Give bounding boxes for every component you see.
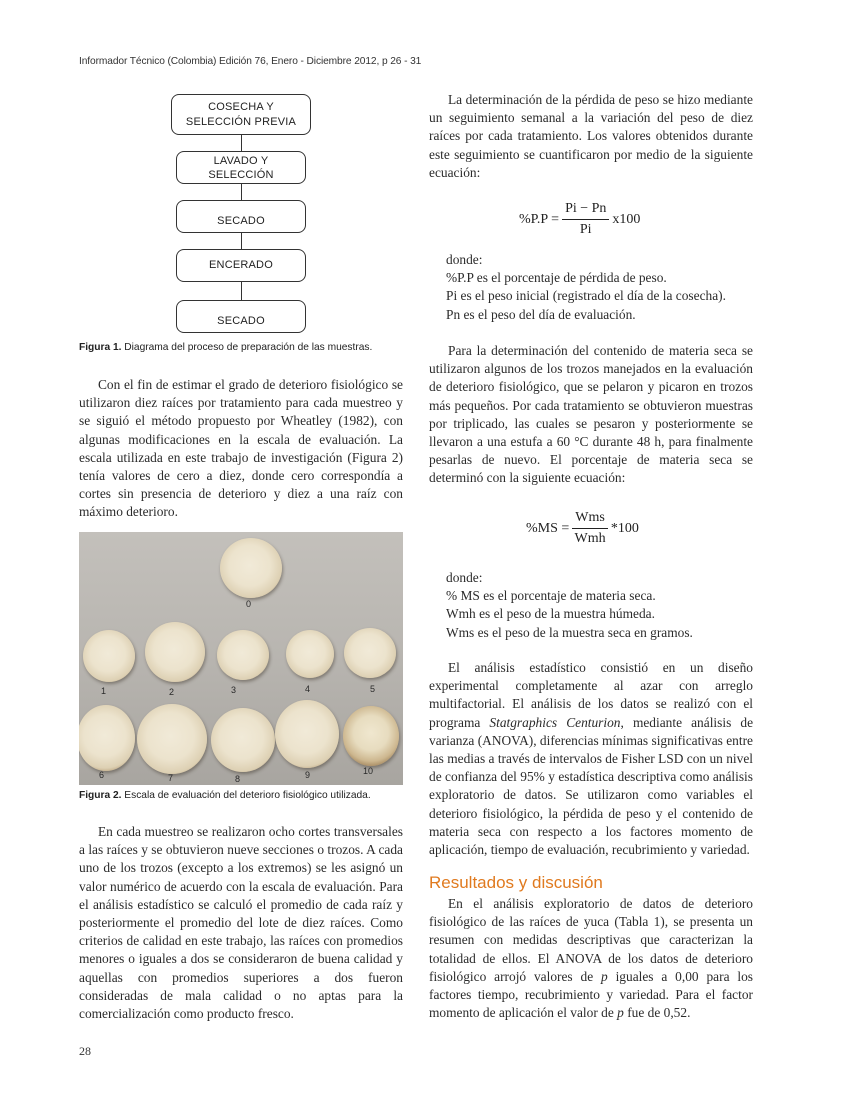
definition-line: donde:	[446, 570, 483, 585]
p-value-symbol: p	[617, 1005, 624, 1021]
left-paragraph-1	[79, 376, 403, 522]
equation-denominator: Wmh	[574, 531, 606, 546]
slice-label: 7	[168, 773, 174, 783]
page-number: 28	[79, 1044, 91, 1058]
right-paragraph-1	[429, 91, 753, 182]
equation-denominator: Pi	[579, 222, 592, 237]
equation-numerator: Pi − Pn	[562, 201, 609, 220]
slice-label: 3	[231, 685, 237, 695]
slice-label: 10	[363, 766, 374, 776]
left-paragraph-2	[79, 823, 403, 1023]
equation2-definitions	[446, 569, 693, 642]
flow-connector	[241, 135, 242, 151]
paragraph-text	[429, 895, 753, 1022]
slice-6	[79, 705, 135, 771]
equation-rhs: x100	[612, 211, 641, 227]
flow-step-cosecha: COSECHA Y SELECCIÓN PREVIA	[171, 94, 311, 135]
running-header: Informador Técnico (Colombia) Edición 76, Enero - Diciembre 2012, p 26 - 31	[79, 56, 422, 67]
equation-lhs: %MS =	[526, 520, 570, 536]
slice-label: 9	[305, 770, 311, 780]
slice-1	[83, 630, 135, 682]
definition-line: Pn es el peso del día de evaluación.	[446, 306, 636, 322]
definition-line: Wms es el peso de la muestra seca en gramos.	[446, 624, 693, 640]
figure1-text: Diagrama del proceso de preparación de las muestras.	[121, 342, 373, 353]
slice-3	[217, 630, 269, 680]
slice-5	[344, 628, 396, 678]
right-paragraph-2	[429, 342, 753, 488]
text-run: En el análisis exploratorio de datos de deterioro fisiológico de las raíces de yuca (Tabla 1), se presenta un resumen con medidas descriptivas que caracterizan la totalidad de ellos. El ANOVA de los datos de deterioro fisiológico arrojó valores de	[429, 896, 753, 984]
right-paragraph-4	[429, 895, 753, 1022]
figure1-caption	[79, 342, 372, 353]
flow-step-secado-1: SECADO	[176, 200, 306, 233]
paragraph-text: La determinación de la pérdida de peso se hizo mediante un seguimiento semanal a la variación del peso de diez raíces por cada tratamiento. Los valores obtenidos durante este seguimiento se cuantificaron por medio de la siguiente ecuación:	[429, 92, 753, 180]
slice-10	[343, 706, 399, 766]
equation-lhs: %P.P =	[519, 211, 560, 227]
equation-weight-loss	[519, 201, 640, 238]
equation-fraction	[572, 510, 608, 547]
slice-9	[275, 700, 339, 768]
process-flow-diagram	[79, 93, 403, 339]
figure2-label: Figura 2.	[79, 790, 122, 801]
paragraph-text: Con el fin de estimar el grado de deterioro fisiológico se utilizaron diez raíces por tratamiento para cada muestreo y se siguió el método propuesto por Wheatley (1982), con algunas modificaciones en la escala de evaluación. La escala utilizada en este trabajo de investigación (Figura 2) tenía valores de cero a diez, donde cero correspondía a cortes sin presencia de deterioro y diez a una raíz con máximo deterioro.	[79, 377, 403, 520]
slice-label: 8	[235, 774, 241, 784]
equation-rhs: *100	[610, 520, 639, 536]
flow-connector	[241, 282, 242, 300]
definition-line: donde:	[446, 252, 483, 267]
equation-fraction	[562, 201, 609, 238]
p-value-symbol: p	[601, 968, 608, 984]
section-title: Resultados y discusión	[429, 873, 603, 892]
slice-label: 6	[99, 770, 105, 780]
slice-8	[211, 708, 275, 772]
text-run: fue de 0,52.	[623, 1005, 691, 1021]
paragraph-text	[429, 659, 753, 859]
equation-dry-matter	[526, 510, 639, 547]
flow-connector	[241, 184, 242, 200]
definition-line: %P.P es el porcentaje de pérdida de peso.	[446, 270, 667, 286]
definition-line: Wmh es el peso de la muestra húmeda.	[446, 606, 655, 622]
definition-line: % MS es el porcentaje de materia seca.	[446, 588, 656, 604]
figure1-label: Figura 1.	[79, 342, 122, 353]
slice-label: 4	[305, 684, 311, 694]
paragraph-text: Para la determinación del contenido de materia seca se utilizaron algunos de los trozos manejados en la evaluación de deterioro fisiológico, que se pelaron y picaron en trozos más pequeños. Por cada tratamiento se obtuvieron muestras por triplicado, las cuales se pesaron y posteriormente se llevaron a una estufa a 60 °C durante 48 h, para finalmente pesarlas de nuevo. El porcentaje de materia seca se determinó con la siguiente ecuación:	[429, 343, 753, 486]
slice-label: 5	[370, 684, 376, 694]
slice-4	[286, 630, 334, 678]
slice-label: 2	[169, 687, 175, 697]
definition-line: Pi es el peso inicial (registrado el día de la cosecha).	[446, 288, 726, 304]
equation1-definitions	[446, 251, 726, 324]
software-name: Statgraphics Centurion	[489, 714, 621, 730]
flow-connector	[241, 233, 242, 249]
slice-0	[220, 538, 282, 598]
flow-step-encerado: ENCERADO	[176, 249, 306, 282]
figure2-caption	[79, 790, 371, 801]
text-run: iguales a 0,00 para los factores tiempo, recubrimiento y variedad. Para el factor momento de aplicación el valor de	[429, 968, 754, 1021]
slice-2	[145, 622, 205, 682]
slice-label: 0	[246, 599, 252, 609]
paragraph-text: En cada muestreo se realizaron ocho cortes transversales a las raíces y se obtuvieron nueve secciones o trozos. A cada uno de los trozos (excepto a los extremos) se les asignó un valor numérico de acuerdo con la escala de evaluación. Para el análisis estadístico se calculó el promedio de cada raíz y posteriormente el promedio del lote de diez raíces. Como criterios de calidad en este trabajo, las raíces con promedios menores o iguales a dos se consideraron de buena calidad y aquellas con promedios superiores a dos fueron consideradas de mala calidad o no aptas para la comercialización como producto fresco.	[79, 824, 403, 1022]
figure2-text: Escala de evaluación del deterioro fisiológico utilizada.	[121, 790, 371, 801]
text-run: El análisis estadístico consistió en un diseño experimental completamente al azar con arreglo multifactorial. El análisis de los datos se realizó con el programa	[429, 660, 753, 730]
slice-label: 1	[101, 686, 107, 696]
flow-step-secado-2: SECADO	[176, 300, 306, 333]
right-paragraph-3	[429, 659, 753, 859]
slice-7	[137, 704, 207, 774]
flow-step-lavado: LAVADO Y SELECCIÓN	[176, 151, 306, 184]
figure2-photo	[79, 532, 403, 785]
equation-numerator: Wms	[572, 510, 608, 529]
text-run: , mediante análisis de varianza (ANOVA), diferencias mínimas significativas entre las medias a través de intervalos de Fisher LSD con un nivel de confianza del 95% y estadística descriptiva como análisis exploratorio de datos. Se utilizaron como variables el deterioro fisiológico, la pérdida de peso y el contenido de materia seca con respecto a los factores momento de aplicación, tiempo de evaluación, recubrimiento y variedad.	[429, 714, 754, 858]
